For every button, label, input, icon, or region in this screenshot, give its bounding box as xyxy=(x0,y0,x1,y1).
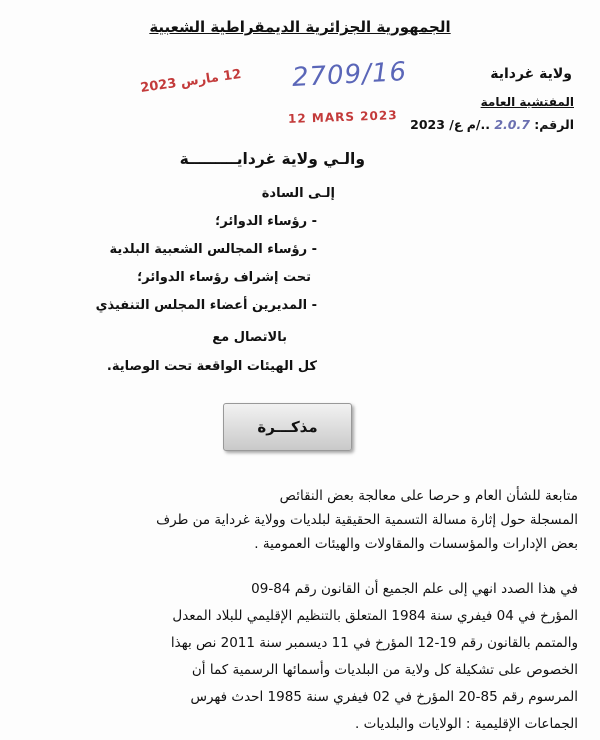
paragraph-line: في هذا الصدد انهي إلى علم الجميع أن القانون رقم 84-09 xyxy=(251,581,578,597)
paragraph-line: المؤرخ في 04 فيفري سنة 1984 المتعلق بالتنظيم الإقليمي للبلاد المعدل xyxy=(172,608,578,624)
recipient-item: تحت إشراف رؤساء الدوائر؛ xyxy=(137,270,311,285)
paragraph-line: الخصوص على تشكيلة كل ولاية من البلديات وأسمائها الرسمية كما أن xyxy=(191,662,578,678)
paragraph-line: المسجلة حول إثارة مسالة التسمية الحقيقية لبلديات وولاية غرداية من طرف xyxy=(156,512,578,528)
reference-suffix: ../م ع/ 2023 xyxy=(410,117,495,132)
republic-title: الجمهورية الجزائرية الديمقراطية الشعبية xyxy=(149,18,451,36)
recipient-item: كل الهيئات الواقعة تحت الوصاية. xyxy=(106,359,317,374)
memo-title-box xyxy=(223,403,352,451)
wilaya-name: ولاية غرداية xyxy=(490,66,572,82)
inspection-name: المفتشية العامة xyxy=(480,95,574,109)
reference-prefix: الرقم: xyxy=(529,117,574,132)
paragraph-line: المرسوم رقم 85-20 المؤرخ في 02 فيفري سنة 1985 احدث فهرس xyxy=(190,689,578,705)
paragraph-line: والمتمم بالقانون رقم 19-12 المؤرخ في 11 ديسمبر سنة 2011 نص بهذا xyxy=(170,635,578,651)
stamp-date: 12 مارس 2023 xyxy=(139,66,243,97)
paragraph-intro xyxy=(18,484,578,556)
paragraph-line: بعض الإدارات والمؤسسات والمقاولات والهيئات العمومية . xyxy=(254,536,578,552)
recipient-item: بالاتصال مع xyxy=(212,330,287,345)
reference-handwritten: 2.0.7 xyxy=(494,117,530,132)
recipient-item: - المديرين أعضاء المجلس التنفيذي xyxy=(95,298,317,313)
recipient-item: - رؤساء الدوائر؛ xyxy=(215,214,317,229)
memo-title: مذكـــرة xyxy=(257,418,318,436)
paragraph-line: الجماعات الإقليمية : الولايات والبلديات . xyxy=(355,716,578,732)
reference-number xyxy=(410,117,574,132)
stamp-date-latin: 12 MARS 2023 xyxy=(287,108,398,126)
paragraph-line: متابعة للشأن العام و حرصا على معالجة بعض النقائص xyxy=(279,488,578,504)
paragraph-legal xyxy=(18,576,578,738)
handwritten-number: 2709/16 xyxy=(291,57,408,93)
recipient-item: - رؤساء المجالس الشعبية البلدية xyxy=(109,242,317,257)
governor-title: والـي ولاية غردايـــــــــة xyxy=(179,150,365,168)
to-sirs: إلـى السادة xyxy=(261,186,335,201)
